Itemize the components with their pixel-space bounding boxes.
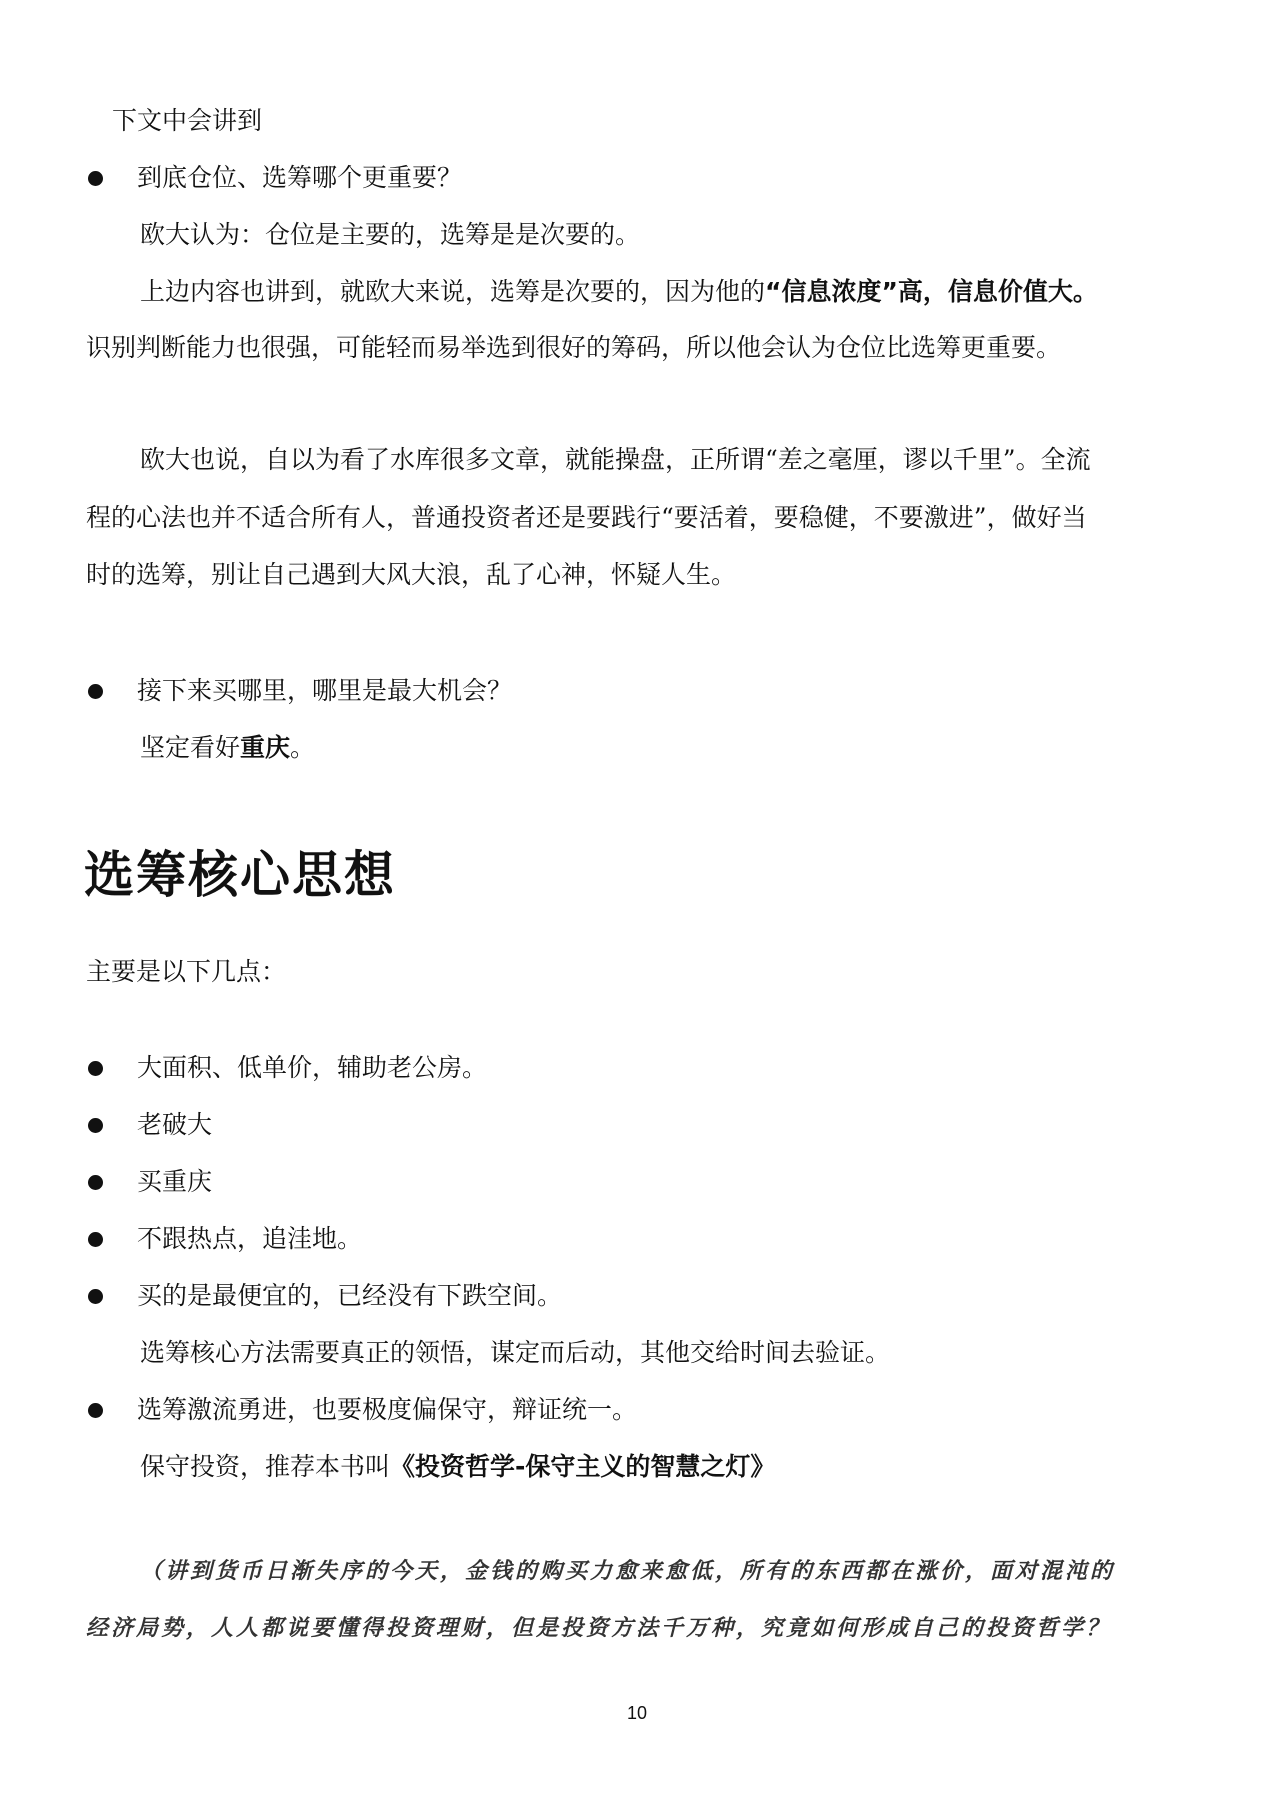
list-item-text: 不跟热点，追洼地。 [137,1224,363,1253]
intro-line: 下文中会讲到 [112,106,263,135]
list-item-text: 买的是最便宜的，已经没有下跌空间。 [137,1281,563,1310]
list-item-text: 老破大 [137,1110,213,1139]
bullet-dot-icon [88,1232,103,1247]
paragraph-text: 上边内容也讲到，就欧大来说，选筹是次要的，因为他的 [140,277,766,306]
answer-text: 坚定看好 [140,733,241,762]
book-title: 《投资哲学-保守主义的智慧之灯》 [390,1452,776,1481]
bold-emphasis: “信息浓度”高，信息价值大。 [765,277,1098,306]
bullet-dot-icon [88,1118,103,1133]
paragraph-line: 欧大也说，自以为看了水库很多文章，就能操盘，正所谓“差之毫厘，谬以千里”。全流 [140,445,1091,474]
list-item-text: 买重庆 [137,1167,213,1196]
list-item-text: 大面积、低单价，辅助老公房。 [137,1053,488,1082]
bullet-question: 到底仓位、选筹哪个更重要？ [137,163,463,192]
book-prefix: 保守投资，推荐本书叫 [140,1452,391,1481]
bullet-dot-icon [88,1175,103,1190]
lead-line: 主要是以下几点： [86,957,287,986]
book-recommendation [140,1450,1250,1484]
bullet-question: 接下来买哪里，哪里是最大机会？ [137,676,513,705]
answer-end: 。 [290,733,316,762]
bullet-dot-icon [88,1061,103,1076]
page-number: 10 [626,1703,648,1723]
answer-line [140,731,1250,765]
section-heading: 选筹核心思想 [84,846,396,904]
list-item-note: 选筹核心方法需要真正的领悟，谋定而后动，其他交给时间去验证。 [140,1338,891,1367]
list-item-text: 选筹激流勇进，也要极度偏保守，辩证统一。 [137,1395,638,1424]
bullet-dot-icon [88,684,103,699]
bullet-dot-icon [88,1403,103,1418]
paragraph-line: 程的心法也并不适合所有人，普通投资者还是要践行“要活着，要稳健，不要激进”，做好当 [86,503,1087,532]
bullet-dot-icon [88,1289,103,1304]
paragraph-line: 识别判断能力也很强，可能轻而易举选到很好的筹码，所以他会认为仓位比选筹更重要。 [86,333,1062,362]
paragraph-line [140,275,1250,309]
bullet-dot-icon [88,171,103,186]
bold-emphasis: 重庆 [240,733,291,762]
answer-line: 欧大认为：仓位是主要的，选筹是是次要的。 [140,220,641,249]
quote-line: 经济局势，人人都说要懂得投资理财，但是投资方法千万种，究竟如何形成自己的投资哲学？ [86,1615,1112,1641]
paragraph-line: 时的选筹，别让自己遇到大风大浪，乱了心神，怀疑人生。 [86,560,737,589]
quote-line: （讲到货币日渐失序的今天，金钱的购买力愈来愈低，所有的东西都在涨价，面对混沌的 [140,1558,1116,1584]
